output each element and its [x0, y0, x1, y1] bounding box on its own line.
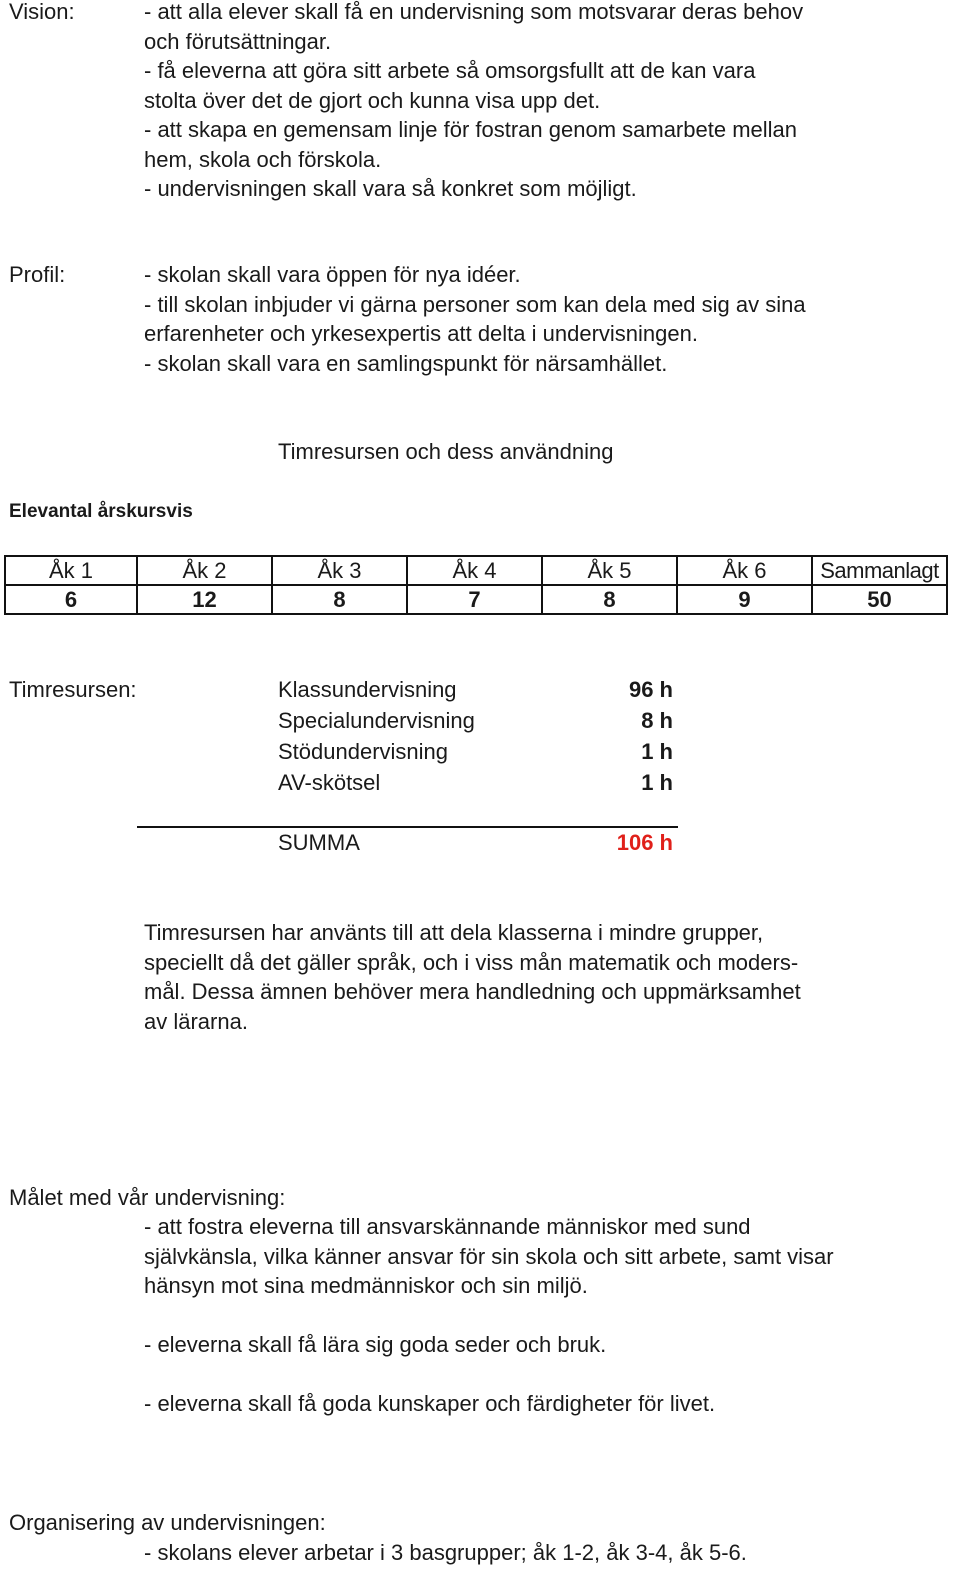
vision-line: hem, skola och förskola. [144, 146, 382, 172]
resource-hours: 1 h [641, 739, 673, 764]
resource-hours: 8 h [641, 708, 673, 733]
goal-point: - eleverna skall få goda kunskaper och färdigheter för livet. [144, 1391, 716, 1416]
total-count: 50 [812, 585, 947, 614]
profile-line: - skolan skall vara en samlingspunkt för närsamhället. [144, 350, 668, 376]
resource-name: AV-skötsel [278, 770, 381, 795]
resource-hours: 1 h [641, 770, 673, 795]
grade-count: 12 [137, 585, 272, 614]
sum-hours: 106 h [616, 830, 673, 855]
students-table [4, 555, 948, 615]
goal-line: självkänsla, vilka känner ansvar för sin skola och sitt arbete, samt visar [144, 1243, 834, 1269]
grade-count: 8 [542, 585, 677, 614]
students-heading: Elevantal årskursvis [9, 501, 193, 522]
usage-line: mål. Dessa ämnen behöver mera handledning och uppmärksamhet [144, 979, 801, 1004]
profile-line: - skolan skall vara öppen för nya idéer. [144, 262, 521, 287]
grade-count: 8 [272, 585, 407, 614]
profile-text [144, 260, 944, 378]
vision-line: - undervisningen skall vara så konkret som möjligt. [144, 176, 637, 201]
vision-text [144, 0, 944, 204]
sum-label: SUMMA [278, 830, 360, 855]
organisation-label: Organisering av undervisningen: [9, 1510, 326, 1535]
resource-name: Stödundervisning [278, 739, 449, 764]
goal-point: - eleverna skall få lära sig goda seder och bruk. [144, 1332, 607, 1357]
resource-name: Klassundervisning [278, 677, 457, 702]
goal-text [144, 1212, 944, 1301]
vision-line: - få eleverna att göra sitt arbete så omsorgsfullt att de kan vara [144, 58, 756, 83]
table-header-row [5, 556, 947, 585]
grade-header: Åk 2 [137, 556, 272, 585]
grade-header: Åk 6 [677, 556, 812, 585]
profile-line: erfarenheter och yrkesexpertis att delta i undervisningen. [144, 321, 698, 346]
grade-header: Åk 4 [407, 556, 542, 585]
vision-line: stolta över det de gjort och kunna visa upp det. [144, 87, 601, 113]
usage-line: av lärarna. [144, 1008, 248, 1034]
usage-line: Timresursen har använts till att dela klasserna i mindre grupper, [144, 920, 764, 945]
table-row [5, 585, 947, 614]
usage-paragraph [144, 918, 944, 1036]
goal-line: hänsyn mot sina medmänniskor och sin miljö. [144, 1273, 588, 1298]
resources-label: Timresursen: [9, 677, 137, 702]
grade-header: Åk 1 [5, 556, 137, 585]
total-header: Sammanlagt [812, 556, 947, 585]
grade-count: 9 [677, 585, 812, 614]
grade-count: 6 [5, 585, 137, 614]
profile-line: - till skolan inbjuder vi gärna personer som kan dela med sig av sina [144, 291, 806, 317]
organisation-line: - skolans elever arbetar i 3 basgrupper; åk 1-2, åk 3-4, åk 5-6. [144, 1540, 747, 1565]
usage-line: speciellt då det gäller språk, och i viss mån matematik och moders- [144, 949, 799, 975]
section-title: Timresursen och dess användning [278, 439, 614, 464]
vision-line: och förutsättningar. [144, 28, 332, 54]
grade-header: Åk 3 [272, 556, 407, 585]
goal-line: - att fostra eleverna till ansvarskännande människor med sund [144, 1214, 751, 1239]
goal-label: Målet med vår undervisning: [9, 1185, 286, 1210]
vision-label: Vision: [9, 0, 75, 24]
resource-hours: 96 h [628, 677, 673, 702]
vision-line: - att alla elever skall få en undervisning som motsvarar deras behov [144, 0, 804, 24]
grade-header: Åk 5 [542, 556, 677, 585]
grade-count: 7 [407, 585, 542, 614]
resource-name: Specialundervisning [278, 708, 475, 733]
vision-line: - att skapa en gemensam linje för fostran genom samarbete mellan [144, 117, 797, 142]
profile-label: Profil: [9, 262, 66, 287]
